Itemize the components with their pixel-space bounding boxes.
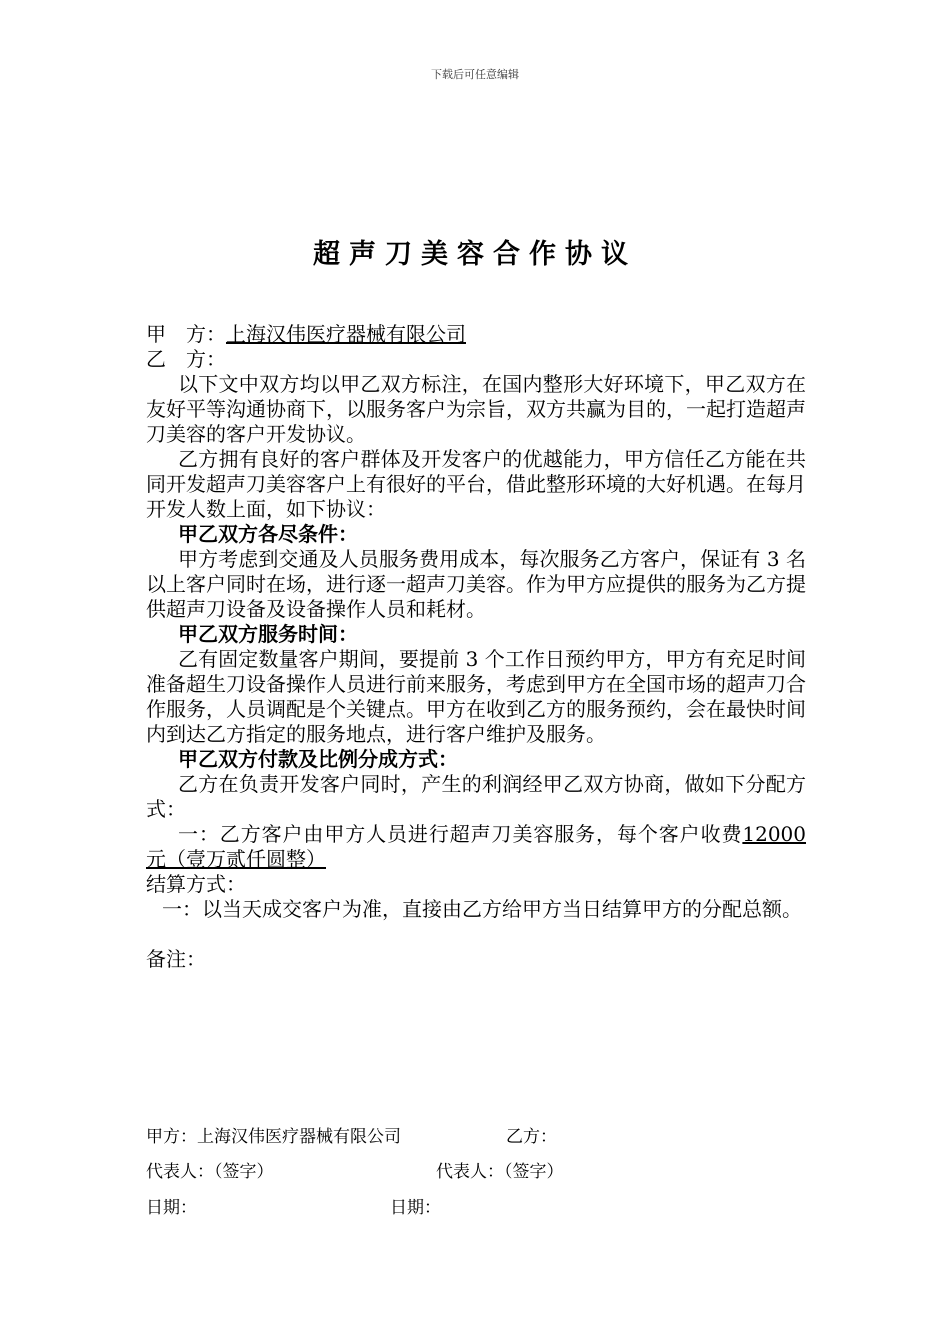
intro-paragraph: 以下文中双方均以甲乙双方标注，在国内整形大好环境下，甲乙双方在友好平等沟通协商下，以服务客户为宗旨，双方共赢为目的，一起打造超声刀美容的客户开发协议。	[146, 372, 806, 446]
header-note: 下载后可任意编辑	[431, 68, 519, 81]
section-heading-service-time: 甲乙双方服务时间：	[178, 622, 358, 646]
signature-rep-b: 代表人：（签字）	[436, 1162, 564, 1182]
signature-rep-a: 代表人：（签字）	[146, 1162, 274, 1182]
party-a-label: 甲 方：	[146, 322, 226, 346]
signature-party-b: 乙方：	[506, 1127, 557, 1147]
settlement-label: 结算方式：	[146, 872, 246, 896]
second-paragraph: 乙方拥有良好的客户群体及开发客户的优越能力，甲方信任乙方能在共同开发超声刀美容客户上有很好的平台，借此整形环境的大好机遇。在每月开发人数上面，如下协议：	[146, 447, 806, 521]
party-b-line	[146, 347, 806, 372]
payment-amount: 12000 元（壹万贰仟圆整）	[146, 822, 806, 871]
section-text-payment: 乙方在负责开发客户同时，产生的利润经甲乙双方协商，做如下分配方式：	[146, 772, 806, 821]
section-heading-payment: 甲乙双方付款及比例分成方式：	[178, 747, 458, 771]
signature-date-a: 日期：	[146, 1198, 197, 1218]
payment-item-1-text: 一：乙方客户由甲方人员进行超声刀美容服务，每个客户收费	[178, 822, 743, 846]
document-title: 超声刀美容合作协议	[313, 239, 637, 270]
section-heading-conditions: 甲乙双方各尽条件：	[178, 522, 358, 546]
spacer	[146, 922, 806, 947]
settlement-text: 一：以当天成交客户为准，直接由乙方给甲方当日结算甲方的分配总额。	[162, 897, 802, 921]
signature-party-a: 甲方：上海汉伟医疗器械有限公司	[146, 1127, 401, 1147]
party-a-name: 上海汉伟医疗器械有限公司	[226, 322, 466, 346]
party-b-label: 乙 方：	[146, 347, 226, 371]
remarks-label: 备注：	[146, 947, 206, 971]
payment-item-1	[146, 822, 806, 872]
section-text-conditions: 甲方考虑到交通及人员服务费用成本，每次服务乙方客户，保证有 3 名以上客户同时在场，进行逐一超声刀美容。作为甲方应提供的服务为乙方提供超声刀设备及设备操作人员和耗材。	[146, 547, 806, 621]
signature-date-b: 日期：	[390, 1198, 441, 1218]
document-body	[146, 322, 806, 972]
party-a-line	[146, 322, 806, 347]
section-text-service-time: 乙有固定数量客户期间，要提前 3 个工作日预约甲方，甲方有充足时间准备超生刀设备操作人员进行前来服务，考虑到甲方在全国市场的超声刀合作服务，人员调配是个关键点。甲方在收到乙方的服务预约，会在最快时间内到达乙方指定的服务地点，进行客户维护及服务。	[146, 647, 806, 746]
